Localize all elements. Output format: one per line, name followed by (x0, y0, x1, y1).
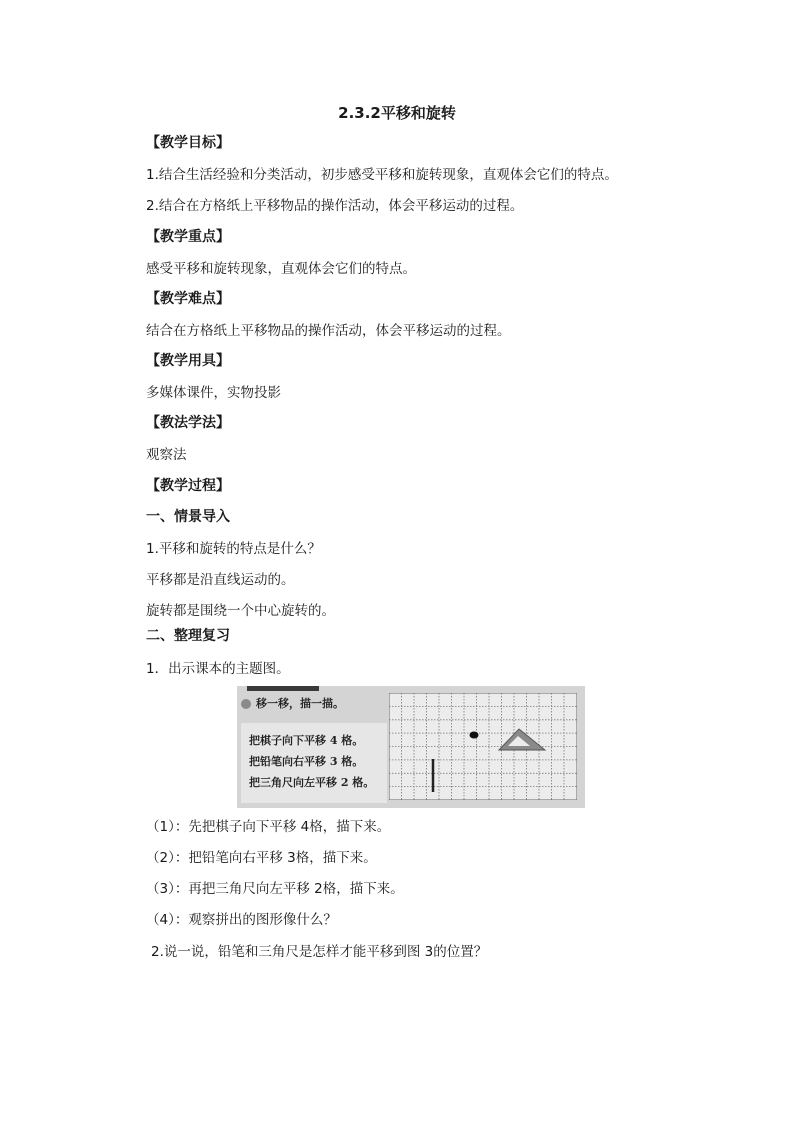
activity-item-4: （4）：观察拼出的图形像什么？ (146, 912, 337, 928)
figure-instruction-1: 把棋子向下平移 4 格。 (249, 734, 364, 747)
section-heading-process: 【教学过程】 (146, 478, 230, 494)
activity-item-1: （1）：先把棋子向下平移 4格，描下来。 (146, 819, 391, 835)
figure-heading: 移一移，描一描。 (256, 697, 344, 710)
textbook-figure (237, 686, 585, 808)
key-points-text: 感受平移和旋转现象，直观体会它们的特点。 (146, 261, 416, 277)
page-title: 2.3.2平移和旋转 (338, 104, 456, 122)
goal-item-2: 2.结合在方格纸上平移物品的操作活动，体会平移运动的过程。 (146, 198, 524, 214)
step-1: 1．出示课本的主题图。 (146, 661, 290, 677)
activity-item-2: （2）：把铅笔向右平移 3格，描下来。 (146, 850, 377, 866)
section-heading-goals: 【教学目标】 (146, 135, 230, 151)
figure-instruction-3: 把三角尺向左平移 2 格。 (249, 776, 375, 789)
grid-paper (389, 693, 577, 800)
figure-instruction-panel (241, 723, 387, 803)
question-1: 1.平移和旋转的特点是什么？ (146, 541, 321, 557)
chess-piece-icon (470, 732, 479, 739)
section-heading-methods: 【教法学法】 (146, 415, 230, 431)
section-heading-tools: 【教学用具】 (146, 353, 230, 369)
part-heading-intro: 一、情景导入 (146, 509, 230, 525)
section-heading-difficulty: 【教学难点】 (146, 291, 230, 307)
section-heading-key-points: 【教学重点】 (146, 229, 230, 245)
difficulty-text: 结合在方格纸上平移物品的操作活动，体会平移运动的过程。 (146, 323, 511, 339)
step-2: 2.说一说，铅笔和三角尺是怎样才能平移到图 3的位置？ (151, 944, 488, 960)
figure-instructions (237, 686, 387, 808)
methods-text: 观察法 (146, 447, 187, 463)
part-heading-review: 二、整理复习 (146, 628, 230, 644)
goal-item-1: 1.结合生活经验和分类活动，初步感受平移和旋转现象，直观体会它们的特点。 (146, 167, 618, 183)
answer-1: 平移都是沿直线运动的。 (146, 572, 295, 588)
figure-instruction-2: 把铅笔向右平移 3 格。 (249, 755, 364, 768)
answer-2: 旋转都是围绕一个中心旋转的。 (146, 603, 335, 619)
tools-text: 多媒体课件，实物投影 (146, 385, 281, 401)
activity-item-3: （3）：再把三角尺向左平移 2格，描下来。 (146, 881, 404, 897)
bullet-icon (241, 699, 251, 709)
